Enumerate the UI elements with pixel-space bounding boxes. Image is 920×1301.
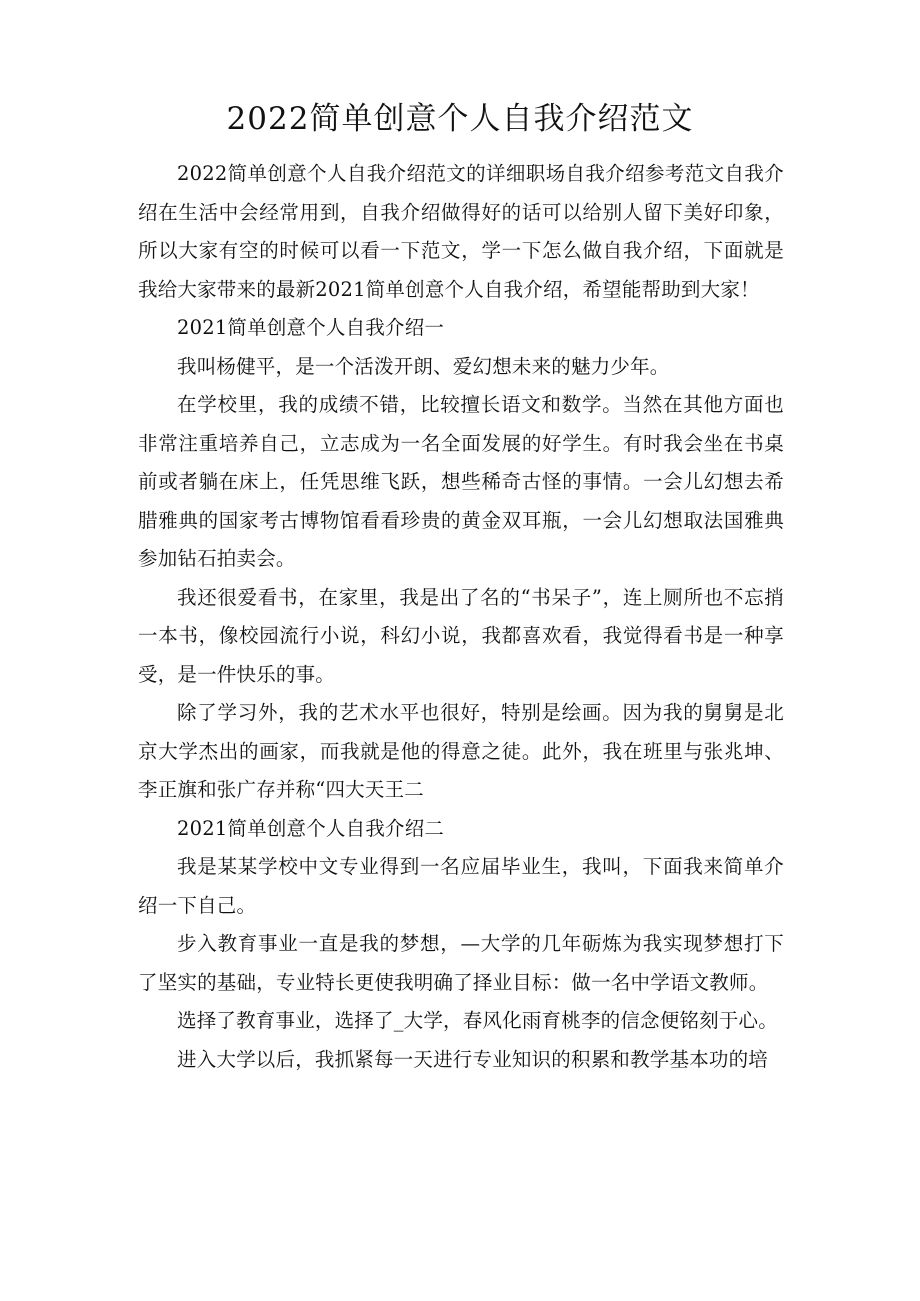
- paragraph: 步入教育事业一直是我的梦想，—大学的几年砺炼为我实现梦想打下了坚实的基础，专业特长更使我明确了择业目标：做一名中学语文教师。: [138, 932, 784, 994]
- document-body: [138, 155, 784, 1079]
- paragraph: 我还很爱看书，在家里，我是出了名的“书呆子”，连上厕所也不忘捎一本书，像校园流行小说，科幻小说，我都喜欢看，我觉得看书是一种享受，是一件快乐的事。: [138, 585, 784, 686]
- section-heading-2: 2021简单创意个人自我介绍二: [177, 816, 445, 840]
- paragraph: 进入大学以后，我抓紧每一天进行专业知识的积累和教学基本功的培: [177, 1047, 769, 1071]
- paragraph: 除了学习外，我的艺术水平也很好，特别是绘画。因为我的舅舅是北京大学杰出的画家，而我就是他的得意之徒。此外，我在班里与张兆坤、李正旗和张广存并称“四大天王二: [138, 701, 784, 801]
- paragraph: 我是某某学校中文专业得到一名应届毕业生，我叫，下面我来简单介绍一下自己。: [138, 855, 784, 917]
- paragraph: 在学校里，我的成绩不错，比较擅长语文和数学。当然在其他方面也非常注重培养自己，立志成为一名全面发展的好学生。有时我会坐在书桌前或者躺在床上，任凭思维飞跃，想些稀奇古怪的事情。一会儿幻想去希腊雅典的国家考古博物馆看看珍贵的黄金双耳瓶，一会儿幻想取法国雅典参加钻石拍卖会。: [138, 393, 784, 570]
- paragraph-intro: 2022简单创意个人自我介绍范文的详细职场自我介绍参考范文自我介绍在生活中会经常用到，自我介绍做得好的话可以给别人留下美好印象，所以大家有空的时候可以看一下范文，学一下怎么做自我介绍，下面就是我给大家带来的最新2021简单创意个人自我介绍，希望能帮助到大家！: [138, 162, 784, 301]
- paragraph: 选择了教育事业，选择了_大学，春风化雨育桃李的信念便铭刻于心。: [177, 1009, 778, 1032]
- document-title: 2022简单创意个人自我介绍范文: [226, 101, 694, 137]
- paragraph: 我叫杨健平，是一个活泼开朗、爱幻想未来的魅力少年。: [177, 354, 670, 378]
- section-heading-1: 2021简单创意个人自我介绍一: [177, 316, 445, 339]
